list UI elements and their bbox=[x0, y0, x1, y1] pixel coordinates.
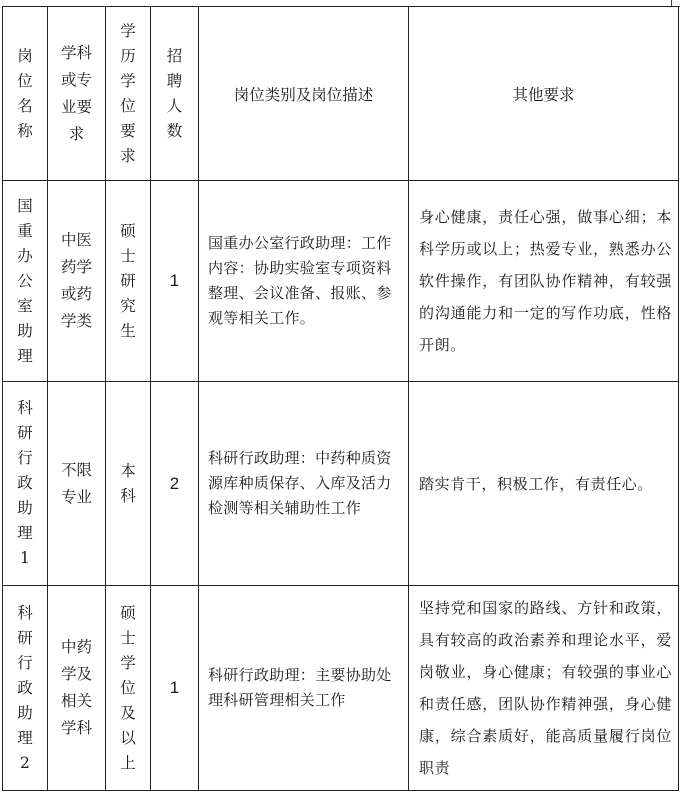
table-row bbox=[3, 181, 679, 382]
cell-category-desc: 科研行政助理：主要协助处理科研管理相关工作 bbox=[199, 586, 409, 791]
header-row bbox=[3, 7, 679, 181]
cell-education: 硕士研究生 bbox=[106, 181, 151, 382]
cell-education: 本科 bbox=[106, 382, 151, 586]
cell-major: 不限专业 bbox=[48, 382, 106, 586]
table-row bbox=[3, 382, 679, 586]
cell-headcount: 1 bbox=[151, 586, 199, 791]
cell-position-name: 科研行政助理2 bbox=[3, 586, 48, 791]
cell-other-req: 坚持党和国家的路线、方针和政策，具有较高的政治素养和理论水平，爱岗敬业，身心健康；有较强的事业心和责任感，团队协作精神强，身心健康，综合素质好，能高质量履行岗位职责 bbox=[409, 586, 679, 791]
header-position-name: 岗位名称 bbox=[3, 7, 48, 181]
cell-headcount: 1 bbox=[151, 181, 199, 382]
header-education: 学历学位要求 bbox=[106, 7, 151, 181]
cell-major: 中药学及相关学科 bbox=[48, 586, 106, 791]
cell-headcount: 2 bbox=[151, 382, 199, 586]
header-major: 学科或专业要求 bbox=[48, 7, 106, 181]
cell-category-desc: 科研行政助理：中药种质资源库种质保存、入库及活力检测等相关辅助性工作 bbox=[199, 382, 409, 586]
cell-position-name: 科研行政助理1 bbox=[3, 382, 48, 586]
cell-position-name: 国重办公室助理 bbox=[3, 181, 48, 382]
cell-category-desc: 国重办公室行政助理：工作内容：协助实验室专项资料整理、会议准备、报账、参观等相关工作。 bbox=[199, 181, 409, 382]
cell-other-req: 身心健康，责任心强，做事心细；本科学历或以上；热爱专业，熟悉办公软件操作，有团队协作精神，有较强的沟通能力和一定的写作功底，性格开朗。 bbox=[409, 181, 679, 382]
cell-major: 中医药学或药学类 bbox=[48, 181, 106, 382]
cell-education: 硕士学位及以上 bbox=[106, 586, 151, 791]
recruitment-table bbox=[2, 6, 679, 791]
header-category-desc: 岗位类别及岗位描述 bbox=[199, 7, 409, 181]
header-headcount: 招聘人数 bbox=[151, 7, 199, 181]
cell-other-req: 踏实肯干，积极工作，有责任心。 bbox=[409, 382, 679, 586]
table-row bbox=[3, 586, 679, 791]
header-other-req: 其他要求 bbox=[409, 7, 679, 181]
